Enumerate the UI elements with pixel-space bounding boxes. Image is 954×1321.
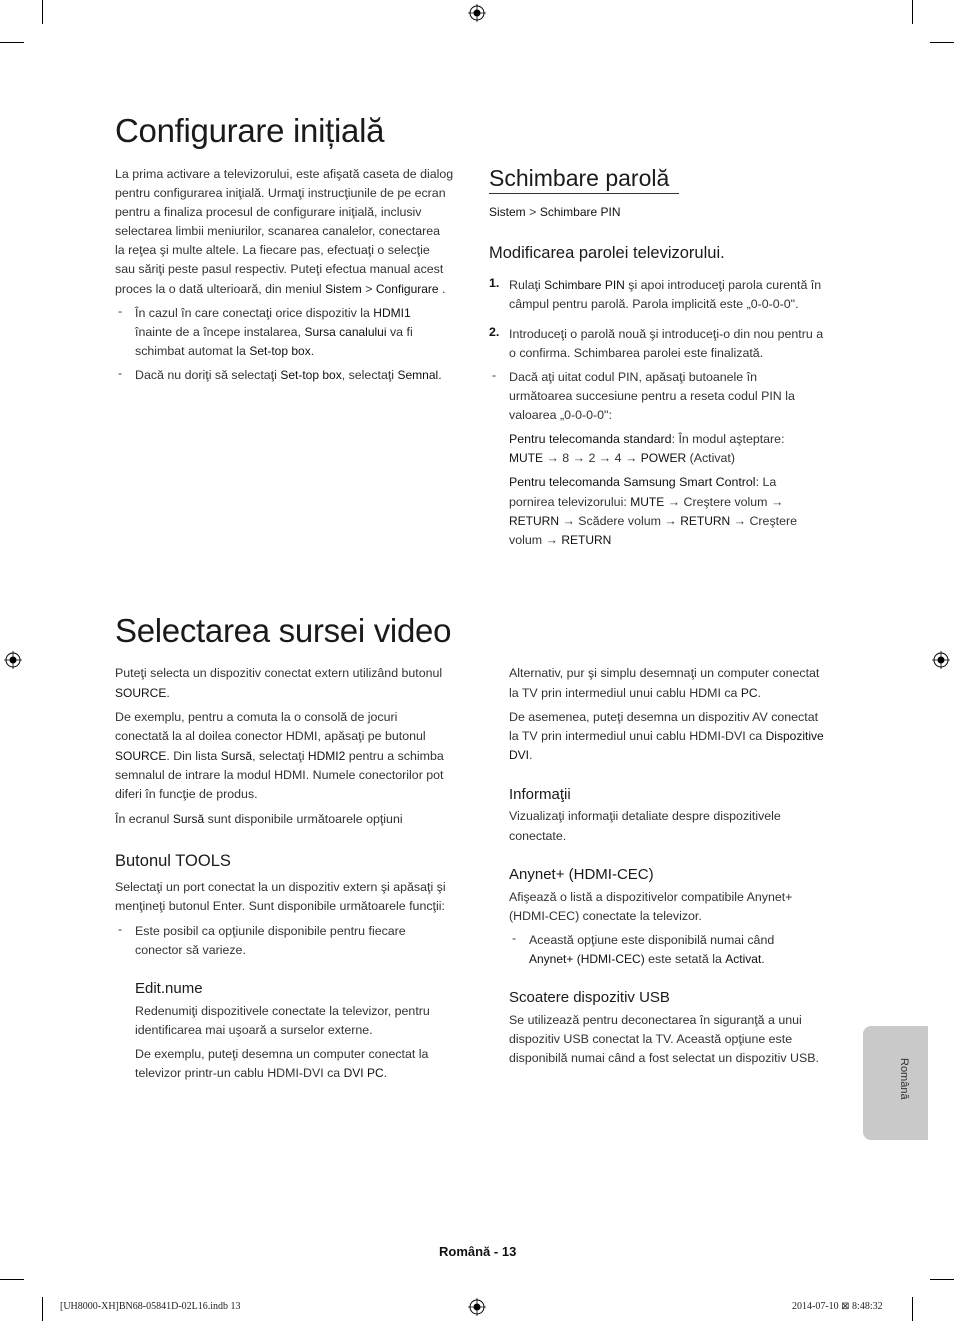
intro-text: pentru configurarea iniţială. Urmaţi instrucţiunile de pe ecran [115, 186, 446, 200]
key-anynet: Anynet+ (HDMI-CEC) [529, 952, 645, 966]
crop-mark [912, 1297, 913, 1321]
smart-remote-line: Pentru telecomanda Samsung Smart Control: La [509, 475, 777, 489]
subsection-title-usb: Scoatere dispozitiv USB [509, 989, 670, 1006]
crop-mark [0, 1279, 24, 1280]
body-line: Redenumiţi dispozitivele conectate la televizor, pentru [135, 1004, 430, 1018]
note-line: următoarea succesiune pentru a reseta codul PIN la [509, 389, 795, 403]
body-line: semnalul de intrare la modul HDMI. Numele conectorilor pot [115, 768, 444, 782]
body-line: menţineţi butonul Enter. Sunt disponibile următoarele funcţii: [115, 899, 445, 913]
intro-line [115, 184, 475, 203]
key-source: SOURCE [115, 686, 167, 700]
key-activat: Activat [725, 952, 762, 966]
key-sursa: Sursă [172, 812, 205, 826]
key-return: RETURN [561, 533, 612, 547]
standard-remote-sequence: MUTE → 8 → 2 → 4 → POWER (Activat) [509, 451, 736, 465]
body-line: SOURCE. [115, 686, 170, 700]
breadcrumb-schimbare-pin: Schimbare PIN [539, 205, 621, 219]
crop-mark [912, 0, 913, 24]
key-semnal: Semnal [397, 368, 439, 382]
body-line: (HDMI-CEC) conectate la televizor. [509, 909, 702, 923]
body-line: conectate. [509, 829, 567, 843]
note-line: Anynet+ (HDMI-CEC) este setată la Activat. [529, 952, 765, 966]
body-line: la TV prin intermediul unui cablu HDMI ca PC. [509, 686, 761, 700]
intro-line: proces la o dată ulterioară, din meniul Sistem > Configurare . [115, 282, 446, 296]
language-tab [863, 1026, 928, 1140]
bullet-dash: - [512, 931, 517, 945]
note-line: Dacă aţi uitat codul PIN, apăsaţi butoanele în [509, 370, 757, 384]
subsection-title-anynet: Anynet+ (HDMI-CEC) [509, 866, 654, 883]
subsection-title-tools: Butonul TOOLS [115, 852, 231, 870]
note-line: schimbat automat la Set-top box. [135, 344, 315, 358]
language-tab-label: Română [898, 1058, 910, 1100]
page-number: Română - 13 [439, 1244, 517, 1259]
key-schimbare-pin: Schimbare PIN [544, 278, 625, 292]
key-set-top-box: Set-top box [280, 368, 342, 382]
intro-line [115, 241, 475, 260]
note-line: valoarea „0-0-0-0": [509, 408, 612, 422]
step-line: Introduceţi o parolă nouă şi introduceţi-o din nou pentru a [509, 327, 824, 341]
key-power: POWER [640, 451, 687, 465]
page-title: Configurare inițială [115, 112, 385, 149]
intro-text: pentru a finaliza procesul de configurare iniţială, inclusiv [115, 205, 422, 219]
key-sursa-canalului: Sursa canalului [304, 325, 387, 339]
intro-text: sau săriţi peste pasul respectiv. Puteţi efectua manual acest [115, 262, 444, 276]
key-pc: PC [740, 686, 758, 700]
bullet-dash: - [118, 304, 123, 318]
body-line: DVI. [509, 748, 533, 762]
body-line: Puteţi selecta un dispozitiv conectat extern utilizând butonul [115, 666, 443, 680]
crop-mark [930, 1279, 954, 1280]
body-line: Selectaţi un port conectat la un dispozitiv extern şi apăsaţi şi [115, 880, 446, 894]
crop-mark [42, 1297, 43, 1321]
menu-ref-configurare: Configurare [375, 282, 439, 296]
subtitle: Modificarea parolei televizorului. [489, 244, 725, 262]
step-number: 1. [489, 276, 500, 290]
body-line: Vizualizaţi informaţii detaliate despre dispozitivele [509, 809, 781, 823]
intro-text: la reţea şi multe altele. La fiecare pas, efectuaţi o selecţie [115, 243, 430, 257]
body-line: diferi în funcţie de produs. [115, 787, 258, 801]
step-line: Rulaţi Schimbare PIN şi apoi introduceţi parola curentă în [509, 278, 822, 292]
key-return: RETURN [680, 514, 731, 528]
smart-remote-label: Pentru telecomanda Samsung Smart Control [509, 475, 756, 489]
bullet-dash: - [118, 922, 123, 936]
body-line: SOURCE. Din lista Sursă, selectaţi HDMI2 pentru a schimba [115, 749, 444, 763]
section-title-password: Schimbare parolă [489, 165, 670, 191]
note-line: conector să varieze. [135, 943, 246, 957]
subsection-title-info: Informaţii [509, 786, 571, 803]
intro-text: selectarea limbii meniurilor, scanarea canalelor, conectarea [115, 224, 441, 238]
key-return: RETURN [509, 514, 559, 528]
smart-remote-line: volum → RETURN [509, 533, 612, 547]
section-title-video-source: Selectarea sursei video [115, 612, 452, 649]
key-mute: MUTE [509, 451, 543, 465]
body-line: De asemenea, puteţi desemna un dispozitiv AV conectat [509, 710, 819, 724]
subsection-title-edit: Edit.nume [135, 980, 203, 997]
key-dvi-pc: DVI PC [343, 1066, 384, 1080]
intro-text: La prima activare a televizorului, este afişată caseta de dialog [115, 167, 454, 181]
standard-remote-label: Pentru telecomanda standard [509, 432, 672, 446]
step-line: câmpul pentru parolă. Parola implicită este „0-0-0-0". [509, 297, 799, 311]
key-hdmi2: HDMI2 [307, 749, 346, 763]
breadcrumb-sistem: Sistem [489, 205, 526, 219]
intro-line [115, 165, 475, 184]
registration-mark-icon [468, 1298, 486, 1316]
intro-line [115, 222, 475, 241]
key-mute: MUTE [630, 495, 665, 509]
body-line: dispozitiv USB conectat la TV. Această opţiune este [509, 1032, 793, 1046]
body-line: la TV prin intermediul unui cablu HDMI-DVI ca Dispozitive [509, 729, 824, 743]
registration-mark-icon [932, 651, 950, 669]
key-set-top-box: Set-top box [249, 344, 311, 358]
body-line: Se utilizează pentru deconectarea în siguranţă a unui [509, 1013, 802, 1027]
note-line: În cazul în care conectaţi orice dispozitiv la HDMI1 [135, 306, 411, 320]
step-number: 2. [489, 325, 500, 339]
crop-mark [0, 42, 24, 43]
body-line: televizor printr-un cablu HDMI-DVI ca DVI PC. [135, 1066, 388, 1080]
registration-mark-icon [468, 4, 486, 22]
intro-line [115, 203, 475, 222]
key-dvi: DVI [509, 748, 530, 762]
note-line: Este posibil ca opţiunile disponibile pentru fiecare [135, 924, 406, 938]
registration-mark-icon [4, 651, 22, 669]
body-line: De exemplu, puteţi desemna un computer conectat la [135, 1047, 429, 1061]
key-dispozitive-dvi: Dispozitive [765, 729, 824, 743]
crop-mark [930, 42, 954, 43]
body-line: Afişează o listă a dispozitivelor compatibile Anynet+ [509, 890, 793, 904]
body-line: conectată la al doilea conector HDMI, apăsaţi pe butonul [115, 729, 426, 743]
body-line: În ecranul Sursă sunt disponibile următoarele opţiuni [115, 812, 403, 826]
key-sursa: Sursă [220, 749, 253, 763]
crop-mark [42, 0, 43, 24]
print-slug-file: [UH8000-XH]BN68-05841D-02L16.indb 13 [60, 1301, 241, 1312]
breadcrumb: Sistem > Schimbare PIN [489, 205, 621, 219]
bullet-dash: - [118, 366, 123, 380]
smart-remote-line: pornirea televizorului: MUTE → Creştere volum → [509, 495, 784, 509]
step-line: o confirma. Schimbarea parolei este finalizată. [509, 346, 764, 360]
key-source: SOURCE [115, 749, 167, 763]
body-line: disponibilă numai când a fost selectat un dispozitiv USB. [509, 1051, 819, 1065]
print-slug-date: 2014-07-10 ⊠ 8:48:32 [792, 1301, 883, 1312]
standard-remote-line: Pentru telecomanda standard: În modul aşteptare: [509, 432, 785, 446]
note-line: Dacă nu doriţi să selectaţi Set-top box, selectaţi Semnal. [135, 368, 442, 382]
title-underline [489, 193, 679, 194]
key-hdmi1: HDMI1 [373, 306, 411, 320]
body-line: identificarea mai uşoară a surselor externe. [135, 1023, 373, 1037]
bullet-dash: - [492, 368, 497, 382]
intro-line [115, 260, 475, 279]
menu-ref-sistem: Sistem [325, 282, 362, 296]
smart-remote-line: RETURN → Scădere volum → RETURN → Creştere [509, 514, 797, 528]
body-line: Alternativ, pur şi simplu desemnaţi un computer conectat [509, 666, 820, 680]
note-line: înainte de a începe instalarea, Sursa canalului va fi [135, 325, 413, 339]
note-line: Această opţiune este disponibilă numai când [529, 933, 775, 947]
body-line: De exemplu, pentru a comuta la o consolă de jocuri [115, 710, 398, 724]
